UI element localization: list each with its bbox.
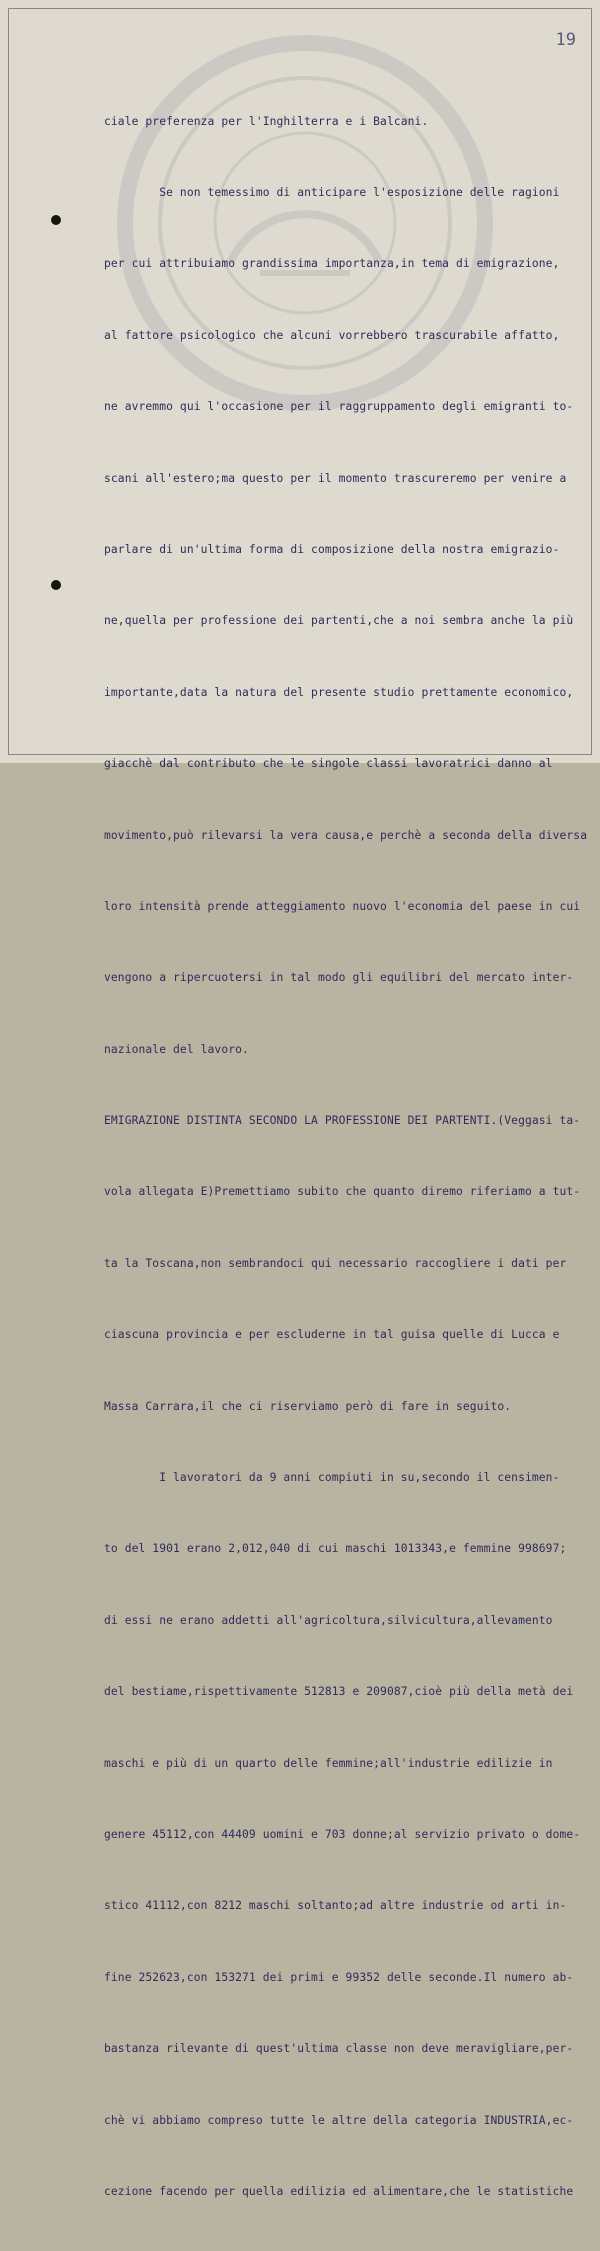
text-line-12: loro intensità prende atteggiamento nuovo l'economia del paese in cui — [104, 899, 581, 913]
text-line-24: maschi e più di un quarto delle femmine;all'industrie edilizie in — [104, 1756, 553, 1770]
text-line-16: vola allegata E)Premettiamo subito che quanto diremo riferiamo a tut- — [104, 1185, 581, 1199]
text-line-14: nazionale del lavoro. — [104, 1042, 249, 1056]
text-line-20: I lavoratori da 9 anni compiuti in su,secondo il censimen- — [104, 1471, 560, 1485]
text-line-11: movimento,può rilevarsi la vera causa,e perchè a seconda della diversa — [104, 828, 588, 842]
text-line-6: scani all'estero;ma questo per il momento trascureremo per venire a — [104, 471, 567, 485]
text-line-21: to del 1901 erano 2,012,040 di cui maschi 1013343,e femmine 998697; — [104, 1542, 567, 1556]
punch-hole-bottom — [51, 580, 61, 590]
text-line-13: vengono a ripercuotersi in tal modo gli equilibri del mercato inter- — [104, 971, 574, 985]
text-line-22: di essi ne erano addetti all'agricoltura,silvicultura,allevamento — [104, 1613, 553, 1627]
text-line-23: del bestiame,rispettivamente 512813 e 209087,cioè più della metà dei — [104, 1685, 574, 1699]
text-line-3: per cui attribuiamo grandissima importanza,in tema di emigrazione, — [104, 257, 560, 271]
text-line-30: cezione facendo per quella edilizia ed alimentare,che le statistiche — [104, 2184, 574, 2198]
punch-hole-top — [51, 215, 61, 225]
text-line-9: importante,data la natura del presente studio prettamente economico, — [104, 685, 574, 699]
text-line-8: ne,quella per professione dei partenti,che a noi sembra anche la più — [104, 614, 574, 628]
text-line-28: bastanza rilevante di quest'ultima classe non deve meravigliare,per- — [104, 2042, 574, 2056]
text-line-2: Se non temessimo di anticipare l'esposizione delle ragioni — [104, 185, 560, 199]
text-line-4: al fattore psicologico che alcuni vorrebbero trascurabile affatto, — [104, 328, 560, 342]
section-heading-line: EMIGRAZIONE DISTINTA SECONDO LA PROFESSIONE DEI PARTENTI.(Veggasi ta- — [104, 1114, 581, 1128]
text-line-5: ne avremmo qui l'occasione per il raggruppamento degli emigranti to- — [104, 400, 574, 414]
text-line-18: ciascuna provincia e per escluderne in tal guisa quelle di Lucca e — [104, 1328, 560, 1342]
text-line-26: stico 41112,con 8212 maschi soltanto;ad altre industrie od arti in- — [104, 1899, 567, 1913]
page-number: 19 — [555, 30, 576, 50]
text-line-7: parlare di un'ultima forma di composizione della nostra emigrazio- — [104, 542, 560, 556]
text-line-17: ta la Toscana,non sembrandoci qui necessario raccogliere i dati per — [104, 1256, 567, 1270]
text-line-25: genere 45112,con 44409 uomini e 703 donne;al servizio privato o dome- — [104, 1827, 581, 1841]
text-line-29: chè vi abbiamo compreso tutte le altre della categoria INDUSTRIA,ec- — [104, 2113, 574, 2127]
typewritten-text — [104, 62, 588, 2251]
text-line-27: fine 252623,con 153271 dei primi e 99352 delle seconde.Il numero ab- — [104, 1970, 574, 1984]
text-line-1: ciale preferenza per l'Inghilterra e i Balcani. — [104, 114, 429, 128]
text-line-19: Massa Carrara,il che ci riserviamo però di fare in seguito. — [104, 1399, 512, 1413]
text-line-10: giacchè dal contributo che le singole classi lavoratrici danno al — [104, 757, 553, 771]
